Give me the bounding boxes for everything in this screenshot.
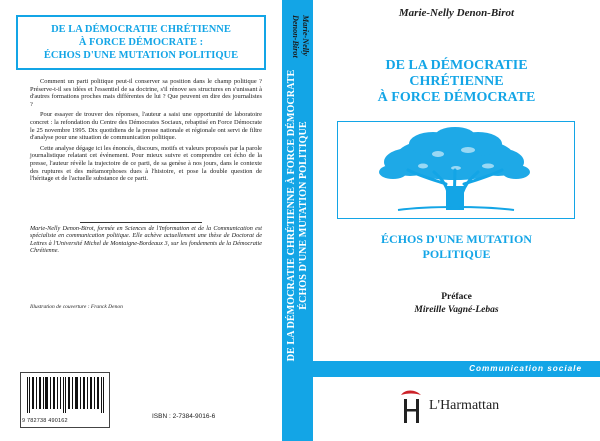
front-title-line-3: À FORCE DÉMOCRATE bbox=[377, 90, 536, 105]
front-subtitle bbox=[313, 232, 600, 262]
spine-title-line-2: ÉCHOS D'UNE MUTATION POLITIQUE bbox=[297, 121, 309, 310]
front-subtitle-line-2: POLITIQUE bbox=[422, 247, 491, 261]
spine-author-line-2: Denon-Birot bbox=[291, 15, 300, 58]
publisher-name: L'Harmattan bbox=[429, 398, 500, 413]
back-title-line-3: ÉCHOS D'UNE MUTATION POLITIQUE bbox=[43, 50, 239, 61]
back-cover-blurb bbox=[30, 78, 262, 186]
blurb-paragraph-1: Comment un parti politique peut-il conserver sa position dans le champ politique ? Préserve-t-il ses idées et l'essentiel de sa doctrine, s'il rénove ses structures en s'unissant à d'autres formations proches mais différentes de lui ? Que peuvent en dire des journalistes ? bbox=[30, 78, 262, 108]
illustration-credit: Illustration de couverture : Franck Denon bbox=[30, 304, 123, 310]
blurb-paragraph-2: Pour essayer de trouver des réponses, l'auteur a saisi une opportunité de laboratoire concret : la refondation du Centre des Démocrates Sociaux, rebaptisé en Force Démocrate le 25 novembre 1995. Dix quotidiens de la presse nationale et régionale ont servi de filtre d'analyse pour une situation de communication politique. bbox=[30, 111, 262, 142]
front-title-line-1: DE LA DÉMOCRATIE bbox=[385, 58, 528, 73]
preface-label: Préface bbox=[441, 292, 472, 302]
front-author: Marie-Nelly Denon-Birot bbox=[398, 7, 515, 19]
blurb-paragraph-3: Cette analyse dégage ici les énoncés, discours, motifs et valeurs proposés par la parole journalistique relatant cet événement. Pour mieux suivre et comprendre cet écho de la presse, l'auteur révèle la trajectoire de ce parti, de sa genèse à nos jours, dans le contexte des ruptures et des métamorphoses dues à l'histoire, et pose la double question de l'héritage et de l'actuelle substance de ce parti. bbox=[30, 144, 262, 183]
series-band bbox=[313, 361, 600, 377]
publisher-logo bbox=[395, 387, 595, 427]
front-subtitle-line-1: ÉCHOS D'UNE MUTATION bbox=[381, 232, 532, 246]
series-name: Communication sociale bbox=[469, 364, 582, 373]
front-cover bbox=[313, 0, 600, 441]
back-cover bbox=[0, 0, 282, 441]
tree-illustration-icon bbox=[338, 122, 573, 217]
front-title bbox=[313, 58, 600, 106]
harmattan-logo-icon bbox=[395, 387, 429, 427]
front-title-line-2: CHRÉTIENNE bbox=[409, 74, 504, 89]
back-title-line-1: DE LA DÉMOCRATIE CHRÉTIENNE bbox=[51, 24, 231, 35]
barcode-icon bbox=[21, 373, 109, 417]
back-cover-divider bbox=[80, 222, 202, 223]
spine-author-text bbox=[290, 15, 310, 105]
author-bio: Marie-Nelly Denon-Birot, formée en Sciences de l'Information et de la Communication est spécialiste en communication politique. Elle achève actuellement une thèse de Doctorat de Lettres à l'Université Michel de Montaigne-Bordeaux 3, sur les fondements de la Démocratie Chrétienne. bbox=[30, 225, 262, 255]
back-title-line-2: À FORCE DÉMOCRATE : bbox=[78, 37, 204, 48]
preface-author: Mireille Vagné-Lebas bbox=[414, 305, 499, 315]
back-cover-title bbox=[16, 15, 266, 70]
isbn: ISBN : 2-7384-9016-6 bbox=[152, 413, 216, 420]
barcode-number: 9 782738 490162 bbox=[22, 418, 68, 424]
spine-author-line-1: Marie-Nelly bbox=[301, 15, 310, 56]
cover-illustration-frame bbox=[337, 121, 575, 219]
spine-title-line-1: DE LA DÉMOCRATIE CHRÉTIENNE À FORCE DÉMOCRATE bbox=[285, 69, 297, 362]
